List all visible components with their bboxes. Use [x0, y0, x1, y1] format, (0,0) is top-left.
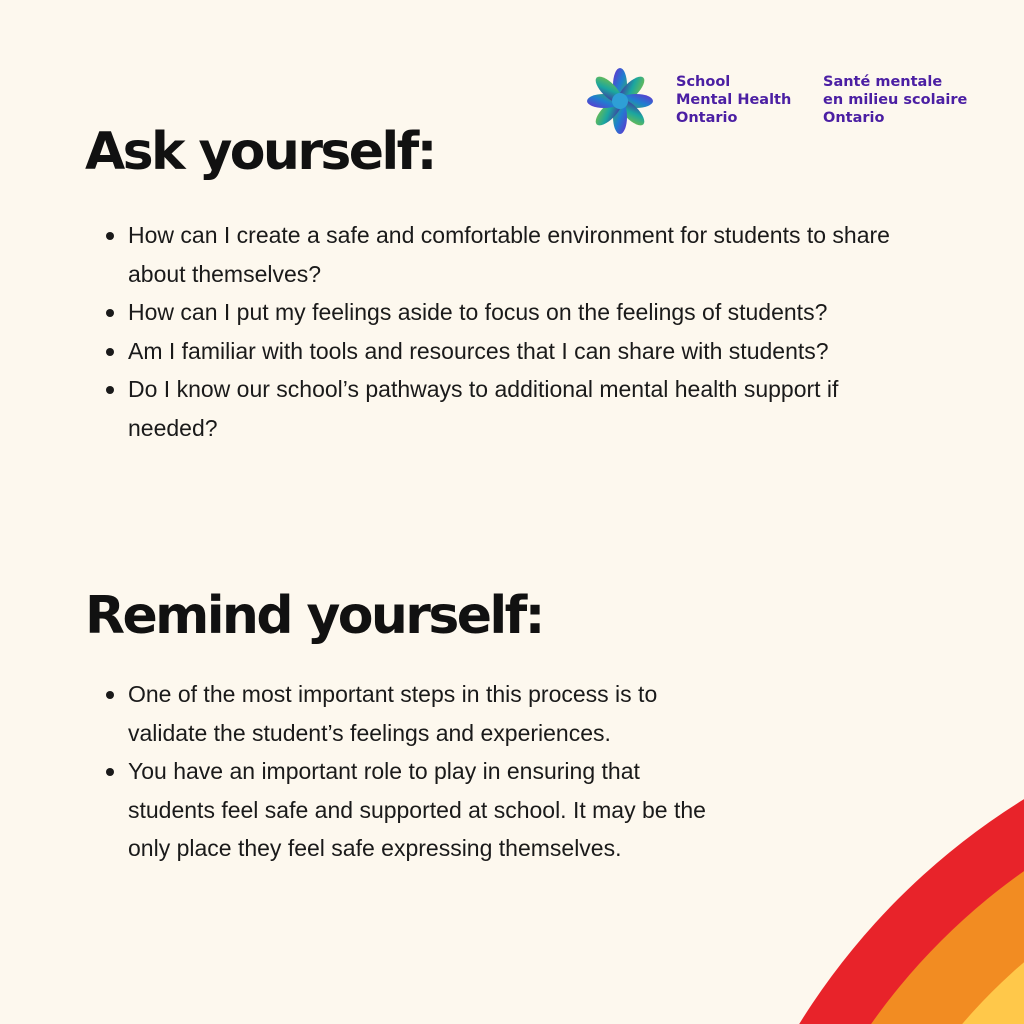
school-mental-health-ontario-flower-icon	[586, 68, 654, 134]
list-item	[128, 370, 928, 447]
list-item-text: Do I know our school’s pathways to additional mental health support if needed?	[128, 376, 839, 441]
logo-english-line: Ontario	[676, 110, 738, 126]
logo-english-line: School	[676, 74, 731, 90]
bullet-dot	[106, 309, 114, 317]
list-item	[128, 752, 718, 868]
logo-french-line: Santé mentale	[823, 74, 943, 90]
remind-yourself-list	[128, 675, 718, 868]
list-item-text: Am I familiar with tools and resources that I can share with students?	[128, 337, 829, 364]
ask-yourself-heading: Ask yourself:	[85, 122, 435, 182]
bullet-dot	[106, 691, 114, 699]
list-item-text: You have an important role to play in ensuring that students feel safe and supported at school. It may be the only place they feel safe expressing themselves.	[128, 758, 706, 861]
list-item-text: How can I put my feelings aside to focus on the feelings of students?	[128, 299, 828, 325]
list-item	[128, 332, 928, 371]
bullet-dot	[106, 348, 114, 356]
bullet-dot	[106, 386, 114, 394]
bullet-dot	[106, 768, 114, 776]
list-item-text: How can I create a safe and comfortable environment for students to share about themselves?	[128, 222, 890, 287]
logo-french-line: Ontario	[823, 110, 885, 126]
bullet-dot	[106, 232, 114, 240]
list-item	[128, 293, 928, 332]
ask-yourself-list	[128, 216, 928, 447]
remind-yourself-heading: Remind yourself:	[85, 586, 543, 646]
logo-french-name	[823, 73, 967, 127]
list-item	[128, 216, 928, 293]
logo-english-name	[676, 73, 791, 127]
logo-french-line: en milieu scolaire	[823, 92, 968, 108]
logo-english-line: Mental Health	[676, 92, 792, 108]
organization-logo	[586, 68, 986, 138]
list-item-text: One of the most important steps in this process is to validate the student’s feelings and experiences.	[128, 681, 658, 746]
list-item	[128, 675, 718, 752]
